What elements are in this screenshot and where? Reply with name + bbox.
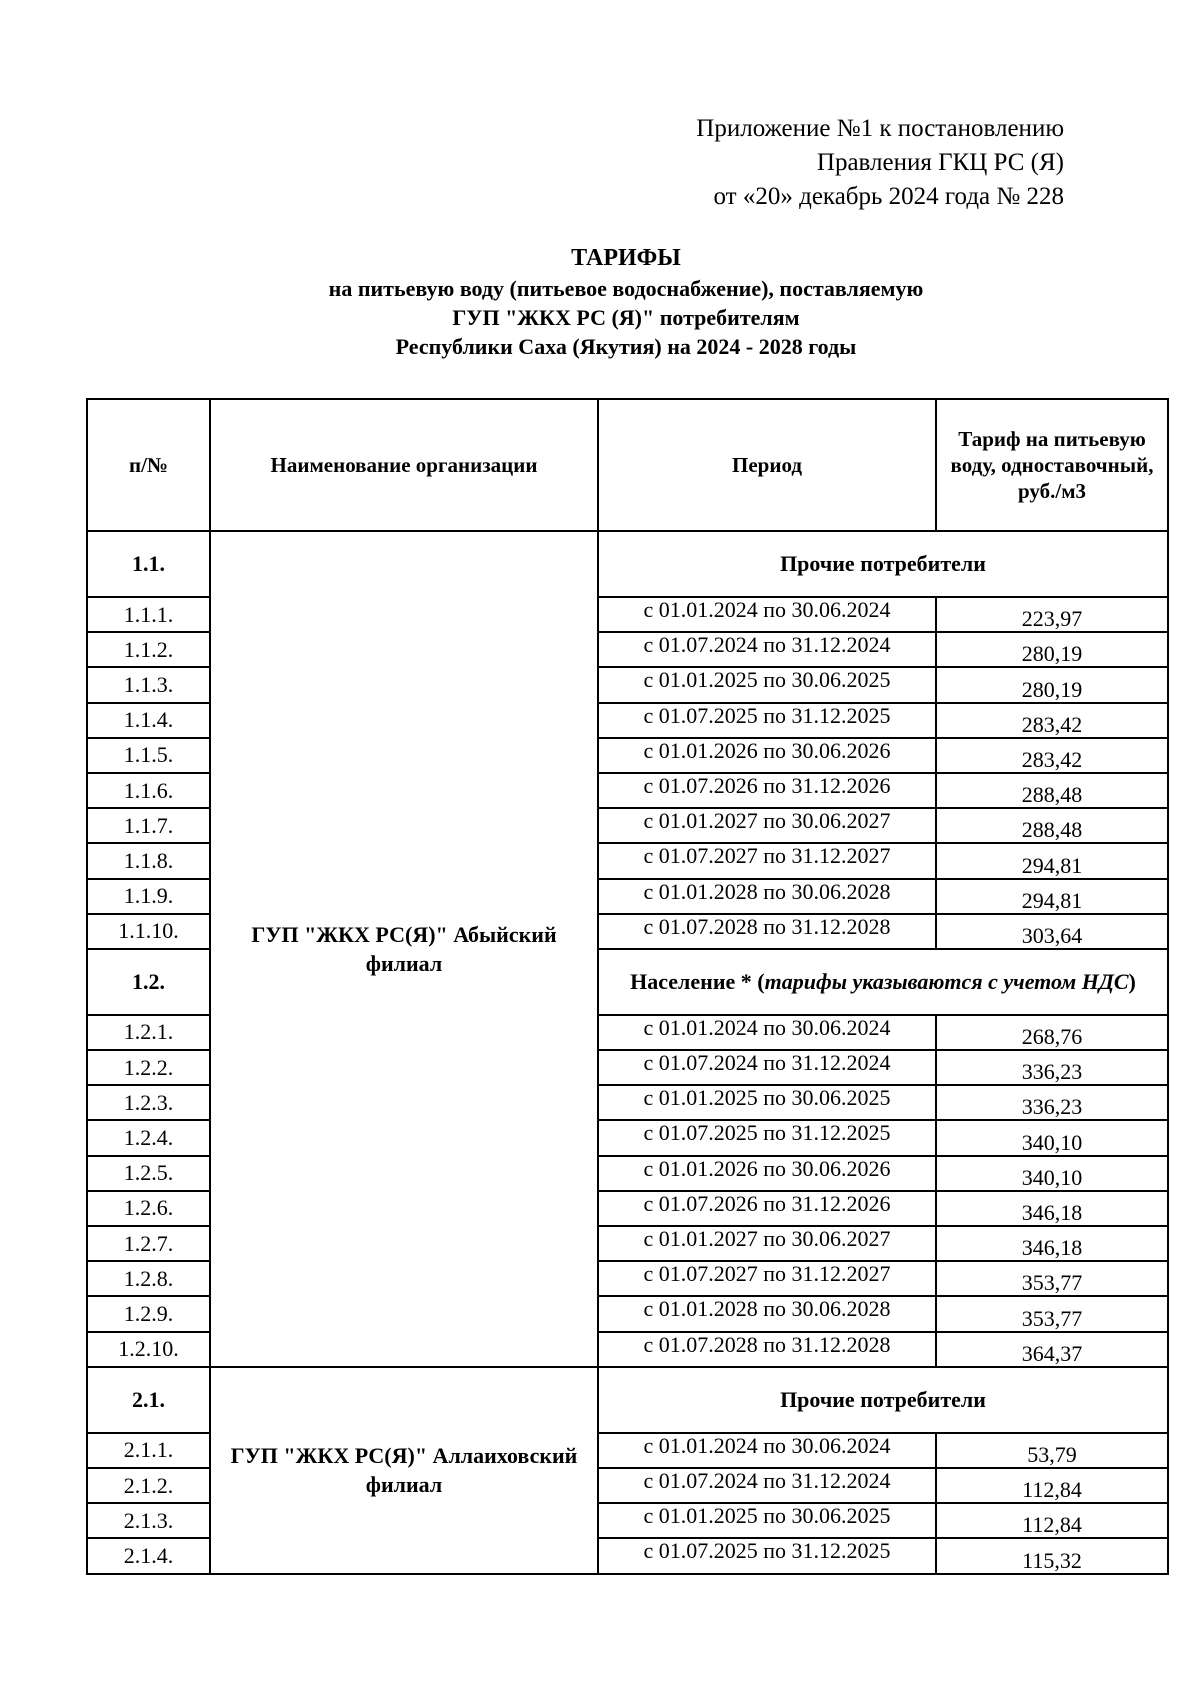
row-tariff-value: 353,77 xyxy=(936,1261,1168,1296)
organization-name: ГУП "ЖКХ РС(Я)" Абыйский филиал xyxy=(210,531,598,1367)
appendix-line-3: от «20» декабрь 2024 года № 228 xyxy=(713,183,1064,210)
row-period: с 01.07.2026 по 31.12.2026 xyxy=(598,1191,936,1226)
row-number: 1.2.5. xyxy=(87,1156,210,1191)
row-period: с 01.01.2024 по 30.06.2024 xyxy=(598,597,936,632)
row-period: с 01.07.2024 по 31.12.2024 xyxy=(598,1050,936,1085)
row-tariff-value: 223,97 xyxy=(936,597,1168,632)
row-period: с 01.07.2028 по 31.12.2028 xyxy=(598,914,936,949)
section-label-text: Население * ( xyxy=(630,968,765,994)
row-tariff-value: 353,77 xyxy=(936,1296,1168,1331)
row-number: 1.2.6. xyxy=(87,1191,210,1226)
row-tariff-value: 268,76 xyxy=(936,1015,1168,1050)
row-period: с 01.01.2025 по 30.06.2025 xyxy=(598,1503,936,1538)
section-label-close: ) xyxy=(1128,968,1136,994)
row-tariff-value: 294,81 xyxy=(936,843,1168,878)
row-tariff-value: 340,10 xyxy=(936,1120,1168,1155)
row-tariff-value: 340,10 xyxy=(936,1156,1168,1191)
row-period: с 01.07.2027 по 31.12.2027 xyxy=(598,843,936,878)
row-tariff-value: 288,48 xyxy=(936,808,1168,843)
row-number: 2.1.4. xyxy=(87,1538,210,1573)
row-period: с 01.01.2027 по 30.06.2027 xyxy=(598,1226,936,1261)
organization-name: ГУП "ЖКХ РС(Я)" Аллаиховский филиал xyxy=(210,1367,598,1574)
header-tariff: Тариф на питьевую воду, одноставочный, руб./м3 xyxy=(936,399,1168,531)
title-line-3: ГУП "ЖКХ РС (Я)" потребителям xyxy=(452,305,800,330)
title-line-4: Республики Саха (Якутия) на 2024 - 2028 годы xyxy=(395,334,857,359)
row-tariff-value: 280,19 xyxy=(936,667,1168,702)
section-number: 1.2. xyxy=(87,949,210,1015)
row-tariff-value: 303,64 xyxy=(936,914,1168,949)
row-tariff-value: 283,42 xyxy=(936,703,1168,738)
row-tariff-value: 364,37 xyxy=(936,1332,1168,1367)
row-period: с 01.01.2028 по 30.06.2028 xyxy=(598,1296,936,1331)
row-tariff-value: 283,42 xyxy=(936,738,1168,773)
row-period: с 01.07.2025 по 31.12.2025 xyxy=(598,703,936,738)
row-number: 1.2.7. xyxy=(87,1226,210,1261)
row-number: 2.1.2. xyxy=(87,1468,210,1503)
row-period: с 01.01.2026 по 30.06.2026 xyxy=(598,1156,936,1191)
section-number: 2.1. xyxy=(87,1367,210,1433)
row-number: 1.1.9. xyxy=(87,879,210,914)
row-number: 1.1.5. xyxy=(87,738,210,773)
section-row xyxy=(87,1367,1168,1433)
row-number: 1.1.1. xyxy=(87,597,210,632)
row-tariff-value: 346,18 xyxy=(936,1191,1168,1226)
section-label xyxy=(598,949,1168,1015)
row-period: с 01.01.2026 по 30.06.2026 xyxy=(598,738,936,773)
table-body xyxy=(87,531,1168,1574)
section-label-note: тарифы указываются с учетом НДС xyxy=(764,968,1129,994)
header-period: Период xyxy=(598,399,936,531)
row-number: 1.2.4. xyxy=(87,1120,210,1155)
row-period: с 01.07.2026 по 31.12.2026 xyxy=(598,773,936,808)
row-number: 1.2.9. xyxy=(87,1296,210,1331)
row-number: 1.1.2. xyxy=(87,632,210,667)
row-period: с 01.07.2028 по 31.12.2028 xyxy=(598,1332,936,1367)
row-period: с 01.07.2025 по 31.12.2025 xyxy=(598,1120,936,1155)
row-period: с 01.01.2025 по 30.06.2025 xyxy=(598,667,936,702)
row-number: 1.2.10. xyxy=(87,1332,210,1367)
row-number: 1.2.1. xyxy=(87,1015,210,1050)
appendix-line-1: Приложение №1 к постановлению xyxy=(696,115,1064,142)
row-period: с 01.01.2024 по 30.06.2024 xyxy=(598,1015,936,1050)
row-tariff-value: 336,23 xyxy=(936,1050,1168,1085)
section-label: Прочие потребители xyxy=(598,531,1168,597)
row-period: с 01.01.2024 по 30.06.2024 xyxy=(598,1433,936,1468)
row-tariff-value: 112,84 xyxy=(936,1468,1168,1503)
row-number: 1.2.8. xyxy=(87,1261,210,1296)
row-tariff-value: 112,84 xyxy=(936,1503,1168,1538)
appendix-line-2: Правления ГКЦ РС (Я) xyxy=(816,149,1064,176)
table-header-row xyxy=(87,399,1168,531)
row-number: 1.1.10. xyxy=(87,914,210,949)
row-number: 1.1.6. xyxy=(87,773,210,808)
header-num: п/№ xyxy=(87,399,210,531)
row-number: 2.1.1. xyxy=(87,1433,210,1468)
row-tariff-value: 346,18 xyxy=(936,1226,1168,1261)
row-tariff-value: 115,32 xyxy=(936,1538,1168,1573)
row-number: 1.1.8. xyxy=(87,843,210,878)
row-tariff-value: 336,23 xyxy=(936,1085,1168,1120)
row-number: 1.1.7. xyxy=(87,808,210,843)
row-period: с 01.07.2024 по 31.12.2024 xyxy=(598,632,936,667)
appendix-note xyxy=(696,112,1064,214)
row-number: 1.1.3. xyxy=(87,667,210,702)
row-period: с 01.01.2028 по 30.06.2028 xyxy=(598,879,936,914)
row-number: 2.1.3. xyxy=(87,1503,210,1538)
row-number: 1.1.4. xyxy=(87,703,210,738)
section-label: Прочие потребители xyxy=(598,1367,1168,1433)
row-period: с 01.07.2024 по 31.12.2024 xyxy=(598,1468,936,1503)
row-tariff-value: 294,81 xyxy=(936,879,1168,914)
row-tariff-value: 280,19 xyxy=(936,632,1168,667)
document-title xyxy=(86,243,1166,361)
row-number: 1.2.3. xyxy=(87,1085,210,1120)
row-number: 1.2.2. xyxy=(87,1050,210,1085)
row-tariff-value: 53,79 xyxy=(936,1433,1168,1468)
row-period: с 01.07.2027 по 31.12.2027 xyxy=(598,1261,936,1296)
section-row xyxy=(87,531,1168,597)
row-period: с 01.01.2025 по 30.06.2025 xyxy=(598,1085,936,1120)
header-org: Наименование организации xyxy=(210,399,598,531)
title-line-2: на питьевую воду (питьевое водоснабжение), поставляемую xyxy=(328,276,924,301)
title-main: ТАРИФЫ xyxy=(571,245,681,271)
tariff-table xyxy=(86,398,1169,1575)
section-number: 1.1. xyxy=(87,531,210,597)
row-period: с 01.01.2027 по 30.06.2027 xyxy=(598,808,936,843)
row-tariff-value: 288,48 xyxy=(936,773,1168,808)
row-period: с 01.07.2025 по 31.12.2025 xyxy=(598,1538,936,1573)
